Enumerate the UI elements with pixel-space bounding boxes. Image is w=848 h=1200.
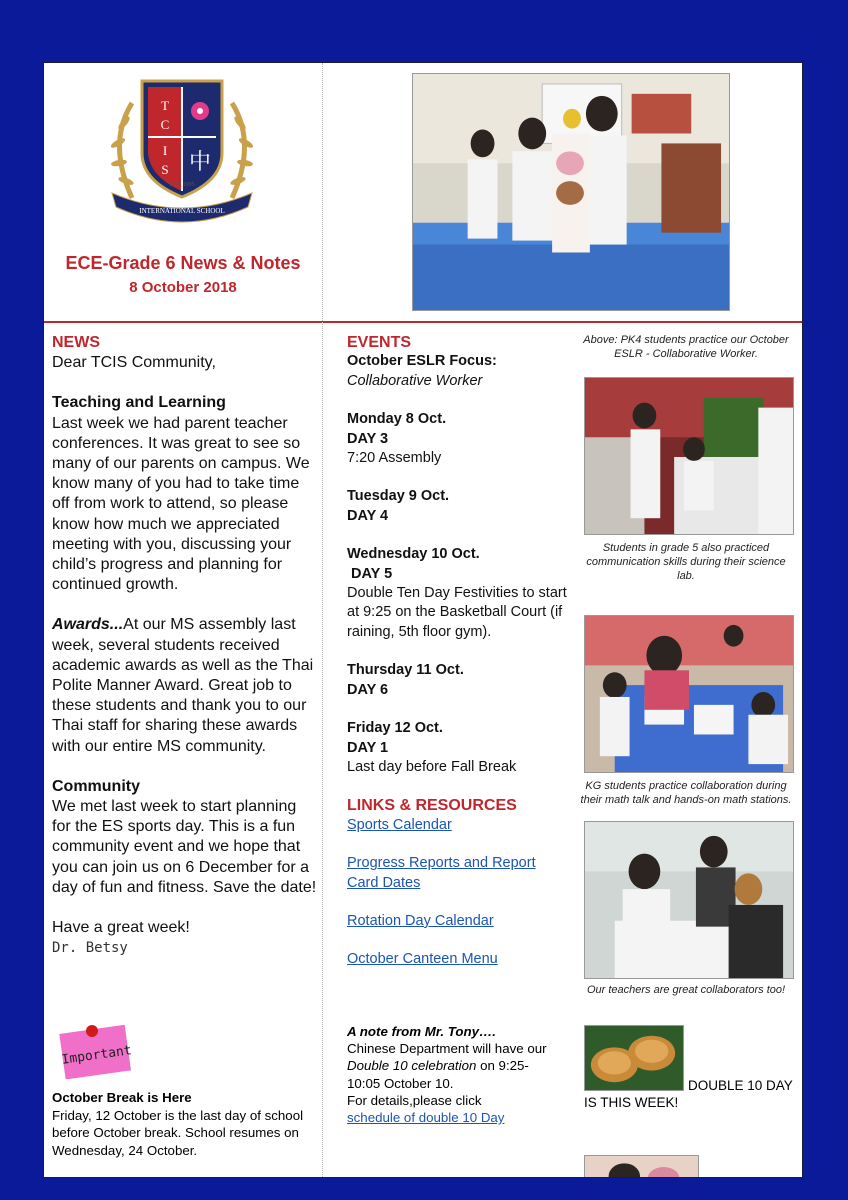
svg-text:S: S <box>161 162 169 177</box>
event-date: Wednesday 10 Oct. <box>347 546 480 563</box>
signature: Dr. Betsy <box>52 940 128 957</box>
event-date: Monday 8 Oct. <box>347 411 447 428</box>
newsletter-date: 8 October 2018 <box>129 279 237 296</box>
sports-calendar-link[interactable]: Sports Calendar <box>347 816 452 833</box>
bottom-photo <box>584 1155 699 1178</box>
caption-grade5: Students in grade 5 also practiced communication skills during their science lab. <box>586 542 786 582</box>
svg-text:T: T <box>161 98 169 113</box>
links-heading: LINKS & RESOURCES <box>347 797 517 815</box>
note-heading: A note from Mr. Tony…. <box>347 1024 496 1039</box>
important-label: Important <box>60 1043 133 1068</box>
svg-text:INTERNATIONAL SCHOOL: INTERNATIONAL SCHOOL <box>139 207 225 215</box>
note-italic: Double 10 celebration <box>347 1058 477 1074</box>
event-day: DAY 5 <box>347 565 393 582</box>
event-day: DAY 4 <box>347 507 389 524</box>
event-detail: 7:20 Assembly <box>347 450 442 467</box>
progress-reports-link[interactable]: Progress Reports and Report Card Dates <box>347 855 536 891</box>
double-10-announcement: DOUBLE 10 DAY IS THIS WEEK! <box>584 1078 793 1110</box>
awards-body: At our MS assembly last week, several students received academic awards as well as the Thai Polite Manner Award. Great job to these students and thank you to our Thai staff for sharing these awards with our entire MS community. <box>52 616 314 755</box>
mr-tony-note <box>347 1023 557 1126</box>
break-heading: October Break is Here <box>52 1090 192 1105</box>
closing: Have a great week! <box>52 919 190 937</box>
event-detail: Double Ten Day Festivities to start at 9:25 on the Basketball Court (if raining, 5th floor gym). <box>347 585 567 640</box>
teachers-photo <box>584 821 794 979</box>
event-day: DAY 3 <box>347 430 389 447</box>
awards-lead: Awards... <box>52 616 124 634</box>
important-sticky-note <box>58 1023 134 1079</box>
event-date: Tuesday 9 Oct. <box>347 488 450 505</box>
grade5-science-photo <box>584 377 794 535</box>
school-logo <box>102 73 262 223</box>
svg-text:C: C <box>160 117 170 132</box>
teaching-heading: Teaching and Learning <box>52 394 226 412</box>
community-body: We met last week to start planning for the ES sports day. This is a fun community event and we hope that you can join us on 6 December for a day of fun and fitness. Save the date! <box>52 798 317 896</box>
events-heading: EVENTS <box>347 334 412 351</box>
canteen-menu-link[interactable]: October Canteen Menu <box>347 951 498 968</box>
svg-text:中: 中 <box>188 150 212 175</box>
note-body <box>347 1040 557 1092</box>
rotation-day-calendar-link[interactable]: Rotation Day Calendar <box>347 912 494 929</box>
header-divider <box>44 321 803 323</box>
caption-pk4: Above: PK4 students practice our October ESLR - Collaborative Worker. <box>583 334 789 360</box>
news-heading: NEWS <box>52 334 100 351</box>
svg-text:EST. 1995: EST. 1995 <box>169 182 195 188</box>
event-day: DAY 1 <box>347 739 389 756</box>
column-divider <box>322 63 324 1178</box>
october-break-block <box>52 1089 318 1159</box>
caption-teachers: Our teachers are great collaborators too! <box>586 984 786 996</box>
note-text-end: on 9:25-10:05 October 10. <box>347 1058 529 1091</box>
double-10-schedule-link[interactable]: schedule of double 10 Day <box>347 1110 505 1126</box>
greeting: Dear TCIS Community, <box>52 354 216 372</box>
event-detail: Last day before Fall Break <box>347 758 517 775</box>
note-text: Chinese Department will have our <box>347 1041 547 1057</box>
community-heading: Community <box>52 777 140 795</box>
kg-math-photo <box>584 615 794 773</box>
teaching-body: Last week we had parent teacher conferences. It was great to see so many of our parents on campus. We know many of you had to take time off from work to attend, so please know how much we appreciated meeting with you, discussing your child’s progress and planning for continued growth. <box>52 414 310 594</box>
note-details: For details,please click <box>347 1092 482 1108</box>
news-column <box>52 333 318 958</box>
event-day: DAY 6 <box>347 681 389 698</box>
break-body: Friday, 12 October is the last day of school before October break. School resumes on Wednesday, 24 October. <box>52 1107 304 1158</box>
newsletter-page <box>43 62 803 1178</box>
event-date: Thursday 11 Oct. <box>347 662 464 679</box>
svg-text:I: I <box>162 143 168 158</box>
caption-kg: KG students practice collaboration during their math talk and hands-on math stations. <box>580 780 792 806</box>
awards-paragraph <box>52 615 318 756</box>
events-column <box>347 333 567 970</box>
eslr-value: Collaborative Worker <box>347 372 483 389</box>
newsletter-title: ECE-Grade 6 News & Notes <box>65 253 301 273</box>
eslr-heading: October ESLR Focus: <box>347 353 497 370</box>
event-date: Friday 12 Oct. <box>347 720 443 737</box>
pk4-classroom-photo <box>412 73 730 311</box>
